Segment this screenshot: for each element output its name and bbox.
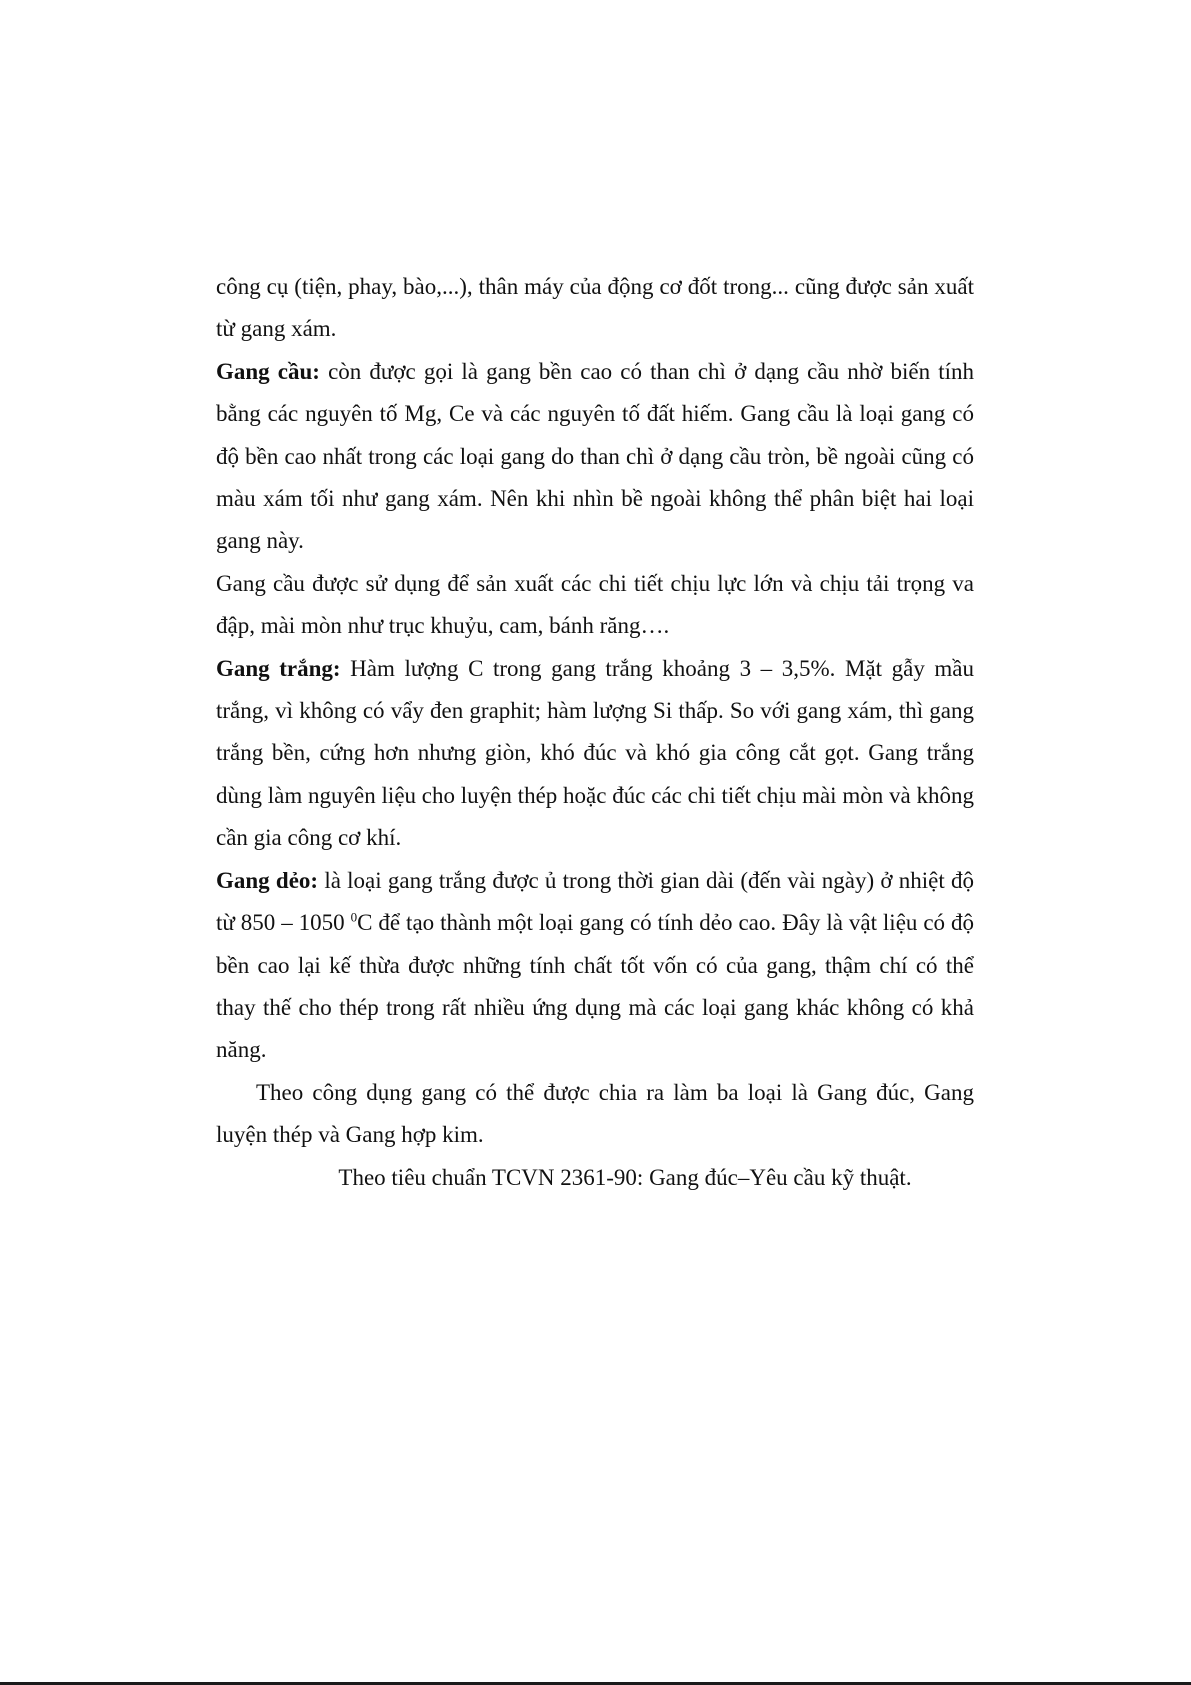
paragraph-text: Hàm lượng C trong gang trắng khoảng 3 – 3,5%. Mặt gẫy mầu trắng, vì không có vẩy đen graphit; hàm lượng Si thấp. So với gang xám, thì gang trắng bền, cứng hơn nhưng giòn, khó đúc và khó gia công cắt gọt. Gang trắng dùng làm nguyên liệu cho luyện thép hoặc đúc các chi tiết chịu mài mòn và không cần gia công cơ khí. <box>216 655 975 851</box>
paragraph-classification: Theo công dụng gang có thể được chia ra làm ba loại là Gang đúc, Gang luyện thép và Gang hợp kim. <box>216 1079 974 1148</box>
term-gang-deo: Gang dẻo: <box>216 867 319 893</box>
paragraph-text: C để tạo thành một loại gang có tính dẻo cao. Đây là vật liệu có độ bền cao lại kế thừa được những tính chất tốt vốn có của gang, thậm chí có thể thay thế cho thép trong rất nhiều ứng dụng mà các loại gang khác không có khả năng. <box>216 910 974 1063</box>
paragraph-grey-iron-uses: công cụ (tiện, phay, bào,...), thân máy của động cơ đốt trong... cũng được sản xuất từ gang xám. <box>216 274 974 342</box>
term-gang-trang: Gang trắng: <box>216 655 341 681</box>
document-body <box>216 266 974 1199</box>
paragraph-text: là loại gang trắng được ủ trong thời gian dài (đến vài ngày) ở nhiệt độ từ 850 – 1050 <box>216 867 974 936</box>
term-gang-cau: Gang cầu: <box>216 358 320 384</box>
paragraph-malleable-iron <box>216 860 974 1072</box>
paragraph-white-iron <box>216 648 974 860</box>
paragraph-standard-reference: Theo tiêu chuẩn TCVN 2361-90: Gang đúc–Yêu cầu kỹ thuật. <box>338 1164 912 1190</box>
degree-superscript: 0 <box>350 909 358 925</box>
paragraph-nodular-iron-uses: Gang cầu được sử dụng để sản xuất các chi tiết chịu lực lớn và chịu tải trọng va đập, mài mòn như trục khuỷu, cam, bánh răng…. <box>216 570 974 639</box>
paragraph-text: còn được gọi là gang bền cao có than chì ở dạng cầu nhờ biến tính bằng các nguyên tố Mg, Ce và các nguyên tố đất hiếm. Gang cầu là loại gang có độ bền cao nhất trong các loại gang do than chì ở dạng cầu tròn, bề ngoài cũng có màu xám tối như gang xám. Nên khi nhìn bề ngoài không thể phân biệt hai loại gang này. <box>216 358 974 554</box>
paragraph-nodular-iron <box>216 351 974 563</box>
